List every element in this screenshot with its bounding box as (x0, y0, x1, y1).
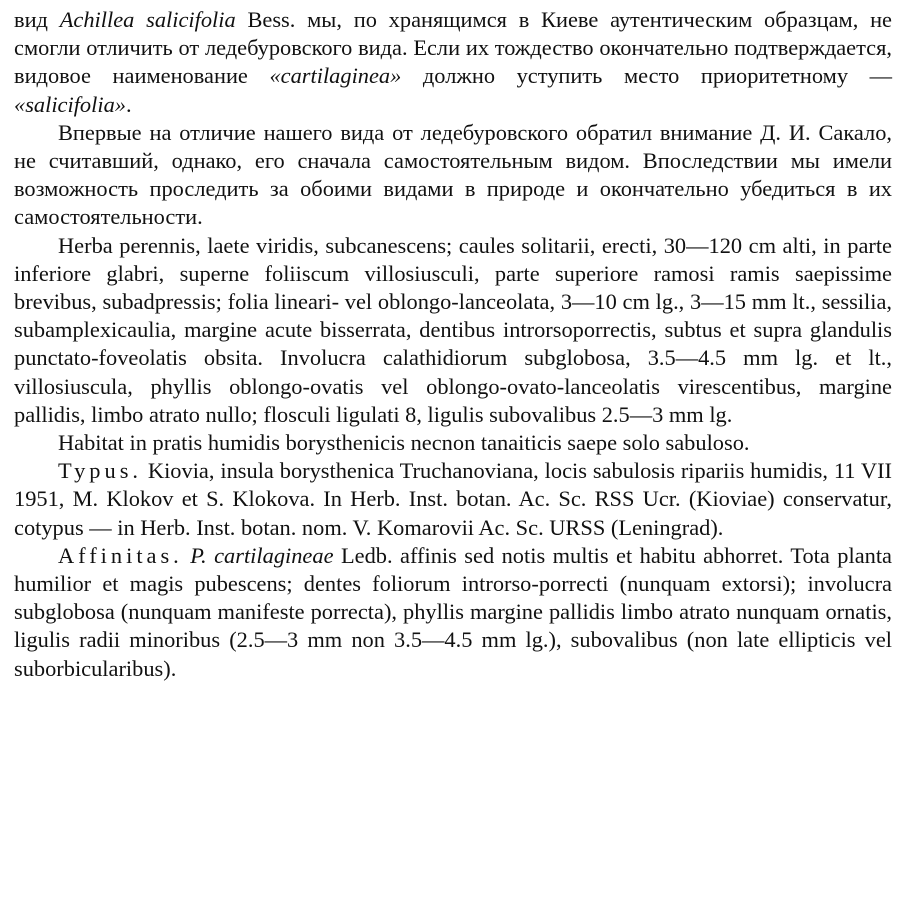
document-page (14, 6, 892, 683)
text-run: должно уступить место приоритетному — (401, 63, 892, 89)
text-run: Ledb. affinis sed notis multis et habitu abhorret. Tota planta humilior et magis pubescens; dentes foliorum introrso-porrecti (nunquam extorsi); involucra subglobosa (nunquam manifeste porrecta), phyllis margine pallidis limbo atrato nunquam ornatis, ligulis radii minoribus (2.5—3 mm non 3.5—4.5 mm lg.), subovalibus (non late ellipticis vel suborbicularibus). (14, 542, 892, 681)
italic-taxon: P. cartilagineae (190, 542, 334, 568)
italic-epithet: «salicifolia» (14, 91, 126, 117)
paragraph-affinitas (14, 542, 892, 683)
text-run: Впервые на отличие нашего вида от ледебуровского обратил внимание Д. И. Сакало, не считавший, однако, его сначала самостоятельным видом. Впоследствии мы имели возможность проследить за обоими видами в природе и окончательно убедиться в их самостоятельности. (14, 119, 892, 230)
section-label-affinitas: Affinitas. (58, 542, 183, 568)
text-run: . (125, 91, 132, 117)
section-label-typus: Typus. (58, 458, 143, 484)
text-run: Kiovia, insula borysthenica Truchanoviana, locis sabulosis ripariis humidis, 11 VII 1951, M. Klokov et S. Klokova. In Herb. Inst. botan. Ac. Sc. RSS Ucr. (Kioviae) conservatur, cotypus — in Herb. Inst. botan. nom. V. Komarovii Ac. Sc. URSS (Leningrad). (14, 458, 892, 540)
paragraph-typus (14, 457, 892, 542)
text-run: Bess. мы, по хранящимся в Киеве аутентическим образцам, не смогли отличить от ледебуровского вида. Если их тождество окончательно подтверждается, видовое наименование (14, 7, 892, 89)
italic-epithet: «cartilaginea» (269, 63, 402, 89)
text-run: Habitat in pratis humidis borysthenicis necnon tanaiticis saepe solo sabuloso. (58, 430, 750, 456)
text-run: вид (14, 7, 60, 32)
italic-taxon: Achillea salicifolia (59, 7, 236, 32)
paragraph-latin-diagnosis (14, 232, 892, 429)
text-run: Herba perennis, laete viridis, subcanescens; caules solitarii, erecti, 30—120 cm alti, in parte inferiore glabri, superne foliiscum villosiusculi, parte superiore ramosi ramis saepissime brevibus, subadpressis; folia lineari- vel oblongo-lanceolata, 3—10 cm lg., 3—15 mm lt., sessilia, subamplexicaulia, margine acute bisserrata, dentibus introrsoporrectis, subtus et supra glandulis punctato-foveolatis obsita. Involucra calathidiorum subglobosa, 3.5—4.5 mm lg. et lt., villosiuscula, phyllis oblongo-ovatis vel oblongo-ovato-lanceolatis virescentibus, margine pallidis, limbo atrato nullo; flosculi ligulati 8, ligulis subovalibus 2.5—3 mm lg. (14, 232, 892, 427)
paragraph-habitat (14, 429, 892, 457)
paragraph-achillea-note (14, 6, 892, 119)
paragraph-history (14, 119, 892, 232)
